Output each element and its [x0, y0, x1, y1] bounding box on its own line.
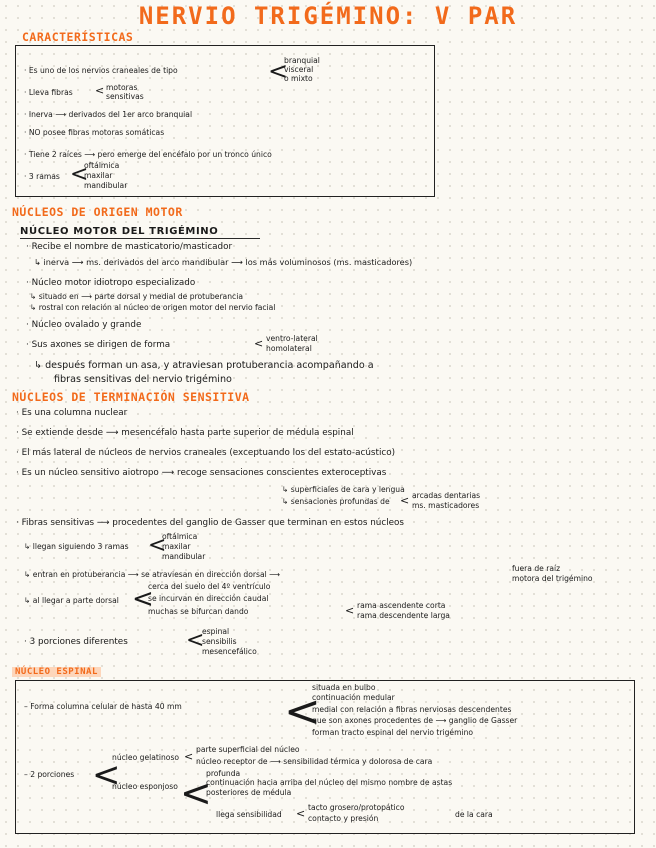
text-line: núcleo esponjoso: [112, 782, 178, 791]
option-text: oftálmica: [162, 532, 198, 541]
motor-nucleus-subheading: NÚCLEO MOTOR DEL TRIGÉMINO: [20, 226, 219, 237]
char-bullet-fibers: · Lleva fibras: [24, 88, 73, 97]
option-text: núcleo receptor de ⟶ sensibilidad térmica y dolorosa de cara: [196, 757, 433, 766]
brace-icon: <: [132, 584, 154, 614]
option-text: motora del trigémino: [512, 574, 593, 583]
option-text: ms. masticadores: [412, 501, 480, 510]
option-text: maxilar: [84, 171, 113, 180]
text-line: ↳ entran en protuberancia ⟶ se atraviesan en dirección dorsal ⟶: [24, 570, 281, 579]
text-line: · 3 porciones diferentes: [24, 637, 128, 647]
brace-icon: <: [184, 750, 194, 763]
brace-icon: <: [92, 755, 121, 795]
text-line: fibras sensitivas del nervio trigémino: [54, 374, 232, 385]
text-line: ↳ sensaciones profundas de: [282, 497, 390, 506]
text-line: ↳ situado en ⟶ parte dorsal y medial de protuberancia: [30, 292, 243, 301]
brace-icon: <: [296, 807, 306, 820]
text-line: núcleo gelatinoso: [112, 753, 180, 762]
brace-icon: <: [400, 494, 410, 507]
text-line: ↳ después forman un asa, y atraviesan protuberancia acompañando a: [34, 360, 374, 371]
option-text: mandibular: [84, 181, 128, 190]
brace-icon: <: [268, 57, 289, 85]
option-text: branquial: [284, 56, 320, 65]
option-text: cerca del suelo del 4º ventrículo: [148, 582, 271, 591]
option-text: sensibilis: [202, 637, 237, 646]
text-line: ↳ rostral con relación al núcleo de origen motor del nervio facial: [30, 303, 276, 312]
text-line: llega sensibilidad: [216, 810, 282, 819]
option-text: homolateral: [266, 344, 312, 353]
option-text: contacto y presión: [308, 814, 379, 823]
text-line: – Forma columna celular de hasta 40 mm: [24, 702, 182, 711]
brace-icon: <: [95, 84, 105, 97]
option-text: tacto grosero/protopático: [308, 803, 405, 812]
option-text: continuación medular: [312, 693, 395, 702]
char-bullet-branches: · 3 ramas: [24, 172, 60, 181]
text-line: · Es una columna nuclear: [16, 408, 128, 418]
option-text: medial con relación a fibras nerviosas descendentes: [312, 705, 512, 714]
option-text: posteriores de médula: [206, 788, 292, 797]
brace-icon: <: [186, 628, 205, 653]
text-line: · Es un núcleo sensitivo aiotropo ⟶ recoge sensaciones conscientes exteroceptivas: [16, 468, 387, 478]
option-text: motoras: [106, 83, 138, 92]
option-text: visceral: [284, 65, 314, 74]
text-line: · Núcleo motor idiotropo especializado: [26, 278, 196, 288]
option-text: que son axones procedentes de ⟶ ganglio de Gasser: [312, 716, 518, 725]
option-text: oftálmica: [84, 161, 120, 170]
option-text: parte superficial del núcleo: [196, 745, 300, 754]
text-line: · Se extiende desde ⟶ mesencéfalo hasta parte superior de médula espinal: [16, 428, 354, 438]
text-line: ↳ al llegar a parte dorsal: [24, 596, 119, 605]
spinal-nucleus-heading: NÚCLEO ESPINAL: [12, 667, 101, 677]
option-text: maxilar: [162, 542, 191, 551]
char-bullet-no-somatic: · NO posee fibras motoras somáticas: [24, 128, 165, 137]
text-line: ↳ superficiales de cara y lengua: [282, 485, 405, 494]
text-line: · Fibras sensitivas ⟶ procedentes del ganglio de Gasser que terminan en estos núcleos: [16, 518, 405, 528]
text-line: de la cara: [455, 810, 493, 819]
brace-icon: <: [180, 771, 212, 815]
char-bullet-type: · Es uno de los nervios craneales de tipo: [24, 66, 178, 75]
char-bullet-innervates: · Inerva ⟶ derivados del 1er arco branquial: [24, 110, 193, 119]
option-text: mesencefálico: [202, 647, 257, 656]
char-bullet-roots: · Tiene 2 raíces ⟶ pero emerge del encéfalo por un tronco único: [24, 150, 272, 159]
page-title: NERVIO TRIGÉMINO: V PAR: [138, 2, 518, 30]
option-text: sensitivas: [106, 92, 144, 101]
brace-icon: <: [254, 337, 264, 350]
option-text: ventro-lateral: [266, 334, 318, 343]
brace-icon: <: [148, 533, 167, 558]
brace-icon: <: [284, 686, 321, 737]
option-text: fuera de raíz: [512, 564, 561, 573]
motor-nuclei-heading: NÚCLEOS DE ORIGEN MOTOR: [12, 205, 183, 219]
option-text: o mixto: [284, 74, 313, 83]
brace-icon: <: [345, 604, 355, 617]
option-text: situada en bulbo: [312, 683, 376, 692]
option-text: espinal: [202, 627, 230, 636]
brace-icon: <: [70, 162, 89, 187]
option-text: se incurvan en dirección caudal: [148, 594, 269, 603]
text-line: · Núcleo ovalado y grande: [26, 320, 142, 330]
option-text: muchas se bifurcan dando: [148, 607, 249, 616]
text-line: · Sus axones se dirigen de forma: [26, 340, 171, 350]
text-line: – 2 porciones: [24, 770, 75, 779]
option-text: mandibular: [162, 552, 206, 561]
characteristics-heading: CARACTERÍSTICAS: [22, 30, 134, 44]
option-text: rama descendente larga: [357, 611, 450, 620]
option-text: rama ascendente corta: [357, 601, 446, 610]
option-text: arcadas dentarias: [412, 491, 481, 500]
text-line: · Recibe el nombre de masticatorio/masticador: [26, 242, 233, 252]
underline: [20, 238, 260, 239]
option-text: forman tracto espinal del nervio trigémino: [312, 728, 474, 737]
sensory-nuclei-heading: NÚCLEOS DE TERMINACIÓN SENSITIVA: [12, 390, 250, 404]
text-line: ↳ inerva ⟶ ms. derivados del arco mandibular ⟶ los más voluminosos (ms. masticadores): [34, 257, 413, 267]
option-text: profunda: [206, 769, 241, 778]
text-line: · El más lateral de núcleos de nervios craneales (exceptuando los del estato-acústico): [16, 448, 396, 458]
text-line: ↳ llegan siguiendo 3 ramas: [24, 542, 129, 551]
option-text: continuación hacia arriba del núcleo del mismo nombre de astas: [206, 778, 453, 787]
